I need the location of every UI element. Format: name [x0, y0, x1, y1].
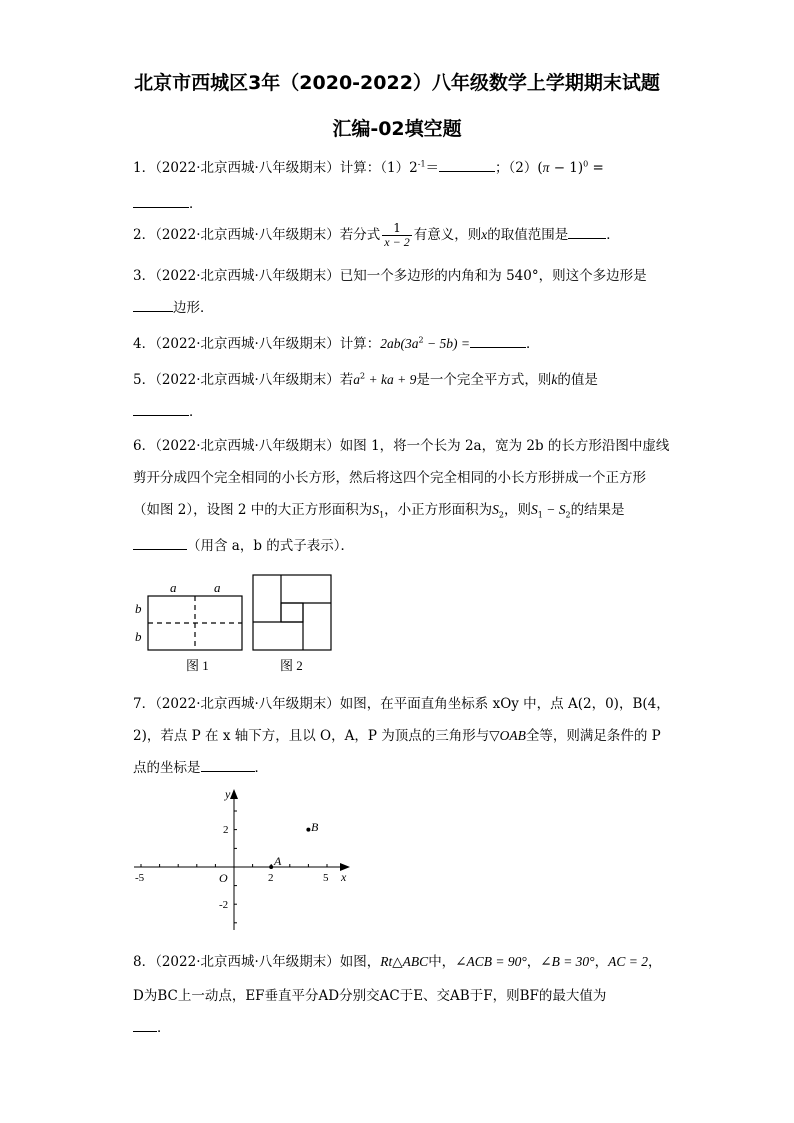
- question-4: 4．（2022·北京西城·八年级期末）计算：$2ab(3a^2 - 5b)$ = ．: [133, 335, 540, 352]
- point-a-label: A: [274, 854, 282, 868]
- question-8-line-3: ．: [133, 1016, 171, 1036]
- source-tag: （2022·北京西城·八年级期末）: [155, 954, 340, 970]
- answer-blank[interactable]: [133, 1019, 157, 1032]
- source-tag: （2022·北京西城·八年级期末）: [155, 438, 340, 454]
- figure-2-caption: 图 2: [280, 658, 303, 673]
- y-axis-arrow-icon: [230, 789, 238, 799]
- point-a: [269, 865, 273, 869]
- figure-1-label-b-bottom: b: [135, 629, 142, 644]
- question-8-line-2: D为BC上一动点，EF垂直平分AD分别交AC于E、交AB于F，则BF的最大值为: [133, 988, 607, 1004]
- page-subtitle: 汇编-02填空题: [332, 118, 462, 140]
- question-1: 1．（2022·北京西城·八年级期末）计算：$(1)2^{-1}=$ ；$(2)(\pi - 1)^0$ =: [133, 159, 604, 176]
- q7-coordinate-plane: [130, 784, 360, 934]
- question-number: 1．: [133, 160, 156, 176]
- y-axis-label: y: [225, 787, 231, 801]
- question-number: 2．: [133, 227, 156, 243]
- x-tick-label-neg5: -5: [135, 872, 145, 884]
- question-8: 8．（2022·北京西城·八年级期末）如图，Rt△ABC中，∠ACB = 90°，∠B = 30°，AC = 2，: [133, 954, 662, 970]
- question-6-line-3: （如图 2），设图 2 中的大正方形面积为$S_1$，小正方形面积为$S_2$，则$S_1 - S_2$的结果是: [133, 502, 625, 520]
- question-5-continued: ．: [133, 400, 203, 420]
- question-number: 7．: [133, 696, 156, 712]
- source-tag: （2022·北京西城·八年级期末）: [155, 160, 340, 176]
- question-7-line-3: 点的坐标是 ．: [133, 760, 268, 776]
- question-number: 3．: [133, 268, 156, 284]
- question-3-continued: 边形．: [133, 296, 214, 316]
- figure-2-outer-square: [253, 575, 331, 650]
- x-axis-label: x: [341, 870, 347, 884]
- question-3: 3．（2022·北京西城·八年级期末）已知一个多边形的内角和为 540°，则这个多边形是: [133, 268, 647, 284]
- q6-figures: [128, 572, 338, 676]
- question-number: 5．: [133, 372, 156, 388]
- page-title: 北京市西城区3年（2020-2022）八年级数学上学期期末试题: [134, 72, 660, 94]
- question-7-line-2: 2)，若点 P 在 x 轴下方，且以 O，A，P 为顶点的三角形与▽OAB全等，则满足条件的 P: [133, 728, 661, 744]
- fraction: $\frac{1}{x - 2}$: [384, 221, 410, 249]
- question-7: 7．（2022·北京西城·八年级期末）如图，在平面直角坐标系 xOy 中，点 A(2，0)，B(4，: [133, 696, 670, 712]
- source-tag: （2022·北京西城·八年级期末）: [155, 227, 340, 243]
- answer-blank[interactable]: [133, 299, 173, 312]
- y-tick-label-2: 2: [223, 824, 229, 836]
- question-5: 5．（2022·北京西城·八年级期末）若$a^2$ + ka + 9是一个完全平方式，则k的值是: [133, 371, 598, 388]
- answer-blank[interactable]: [439, 159, 495, 172]
- point-b-label: B: [311, 820, 319, 834]
- question-number: 4．: [133, 336, 156, 352]
- figure-2: [253, 575, 331, 673]
- point-b: [306, 828, 310, 832]
- x-tick-label-5: 5: [323, 872, 329, 884]
- x-tick-label-2: 2: [268, 872, 274, 884]
- answer-blank[interactable]: [470, 335, 526, 348]
- question-6: 6．（2022·北京西城·八年级期末）如图 1，将一个长为 2a，宽为 2b 的长方形沿图中虚线: [133, 438, 670, 454]
- question-1-continued: ．: [133, 192, 203, 212]
- answer-blank[interactable]: [133, 195, 189, 208]
- figure-1: [135, 580, 242, 673]
- figure-2-inner-square: [281, 603, 303, 622]
- figure-1-label-b-top: b: [135, 601, 142, 616]
- source-tag: （2022·北京西城·八年级期末）: [155, 336, 340, 352]
- origin-label: O: [219, 871, 228, 885]
- answer-blank[interactable]: [201, 759, 255, 772]
- question-number: 6．: [133, 438, 156, 454]
- question-number: 8．: [133, 954, 156, 970]
- question-6-line-4: （用含 a，b 的式子表示）．: [133, 534, 354, 554]
- source-tag: （2022·北京西城·八年级期末）: [155, 696, 340, 712]
- answer-blank[interactable]: [568, 226, 606, 239]
- y-tick-label-neg2: -2: [219, 899, 229, 911]
- source-tag: （2022·北京西城·八年级期末）: [155, 268, 340, 284]
- question-6-line-2: 剪开分成四个完全相同的小长方形，然后将这四个完全相同的小长方形拼成一个正方形: [133, 470, 646, 486]
- answer-blank[interactable]: [133, 403, 189, 416]
- answer-blank[interactable]: [133, 537, 187, 550]
- source-tag: （2022·北京西城·八年级期末）: [155, 372, 340, 388]
- question-2: 2．（2022·北京西城·八年级期末）若分式 $\frac{1}{x - 2}$ 有意义，则x的取值范围是 ．: [133, 221, 620, 249]
- figure-1-label-a-left: a: [170, 580, 177, 595]
- figure-1-label-a-right: a: [214, 580, 221, 595]
- figure-1-caption: 图 1: [186, 658, 209, 673]
